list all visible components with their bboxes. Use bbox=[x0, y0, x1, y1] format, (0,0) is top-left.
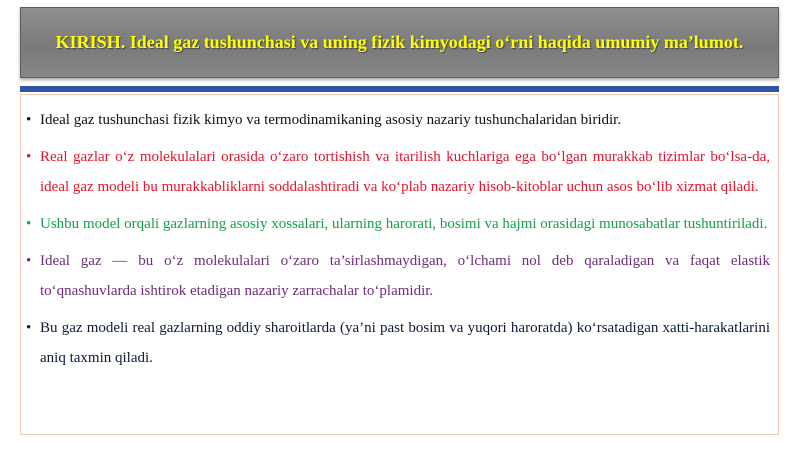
bullet-item-4: • Ideal gaz — bu o‘z molekulalari o‘zaro ta’sirlashmaydigan, o‘lchami nol deb qaraladigan va faqat elastik to‘qnashuvlarda ishtirok etadigan nazariy zarrachalar to‘plamidir. bbox=[25, 246, 770, 306]
bullet-list bbox=[25, 105, 770, 373]
bullet-item-2: • Real gazlar o‘z molekulalari orasida o‘zaro tortishish va itarilish kuchlariga ega bo‘lgan murakkab tizimlar bo‘lsa-da, ideal gaz modeli bu murakkabliklarni soddalashtiradi va ko‘plab nazariy hisob-kitoblar uchun asos bo‘lib xizmat qiladi. bbox=[25, 142, 770, 202]
bullet-item-5: • Bu gaz modeli real gazlarning oddiy sharoitlarda (ya’ni past bosim va yuqori haroratda) ko‘rsatadigan xatti-harakatlarini aniq taxmin qiladi. bbox=[25, 313, 770, 373]
bullet-item-3: • Ushbu model orqali gazlarning asosiy xossalari, ularning harorati, bosimi va hajmi orasidagi munosabatlar tushuntiriladi. bbox=[25, 209, 770, 239]
title-banner bbox=[20, 7, 779, 78]
slide-title: KIRISH. Ideal gaz tushunchasi va uning fizik kimyodagi o‘rni haqida umumiy ma’lumot. bbox=[55, 32, 744, 52]
content-panel bbox=[20, 94, 779, 435]
bullet-item-1: • Ideal gaz tushunchasi fizik kimyo va termodinamikaning asosiy nazariy tushunchalaridan biridir. bbox=[25, 105, 770, 135]
title-divider bbox=[20, 86, 779, 92]
